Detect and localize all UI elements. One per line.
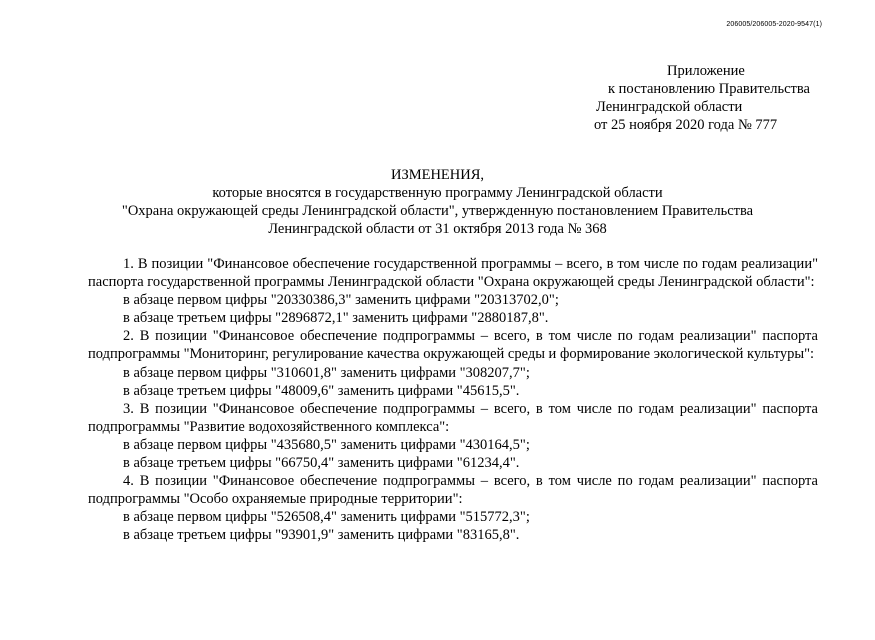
item-2-sub-2: в абзаце третьем цифры "48009,6" заменить цифрами "45615,5". [123, 382, 520, 399]
item-3-sub-1: в абзаце первом цифры "435680,5" заменить цифрами "430164,5"; [123, 436, 530, 453]
appendix-title: Приложение [667, 63, 745, 79]
item-1-text: 1. В позиции "Финансовое обеспечение государственной программы – всего, в том числе по годам реализации" паспорта государственной программы Ленинградской области "Охрана окружающей среды Ленинградской области": [88, 256, 818, 291]
item-2-sub-1: в абзаце первом цифры "310601,8" заменить цифрами "308207,7"; [123, 364, 530, 381]
document-body [88, 255, 818, 545]
item-4-sub-2: в абзаце третьем цифры "93901,9" заменить цифрами "83165,8". [123, 527, 520, 544]
item-4-sub-1: в абзаце первом цифры "526508,4" заменить цифрами "515772,3"; [123, 509, 530, 526]
appendix-resolution: к постановлению Правительства [608, 81, 810, 97]
title-line-4: Ленинградской области от 31 октября 2013 года № 368 [268, 221, 607, 237]
title-line-2: которые вносятся в государственную программу Ленинградской области [212, 185, 663, 201]
title-line-3: "Охрана окружающей среды Ленинградской области", утвержденную постановлением Правительства [121, 203, 754, 219]
appendix-region: Ленинградской области [596, 99, 743, 115]
item-4-text: 4. В позиции "Финансовое обеспечение подпрограммы – всего, в том числе по годам реализации" паспорта подпрограммы "Особо охраняемые природные территории": [88, 473, 818, 508]
appendix-block [594, 62, 810, 134]
item-3-sub-2: в абзаце третьем цифры "66750,4" заменить цифрами "61234,4". [123, 455, 520, 472]
item-1-sub-1: в абзаце первом цифры "20330386,3" заменить цифрами "20313702,0"; [123, 292, 559, 309]
item-1-sub-2: в абзаце третьем цифры "2896872,1" заменить цифрами "2880187,8". [123, 310, 549, 327]
document-code: 206005/206005-2020-9547(1) [726, 21, 822, 28]
item-2-text: 2. В позиции "Финансовое обеспечение подпрограммы – всего, в том числе по годам реализации" паспорта подпрограммы "Мониторинг, регулирование качества окружающей среды и формирование экологической культуры": [88, 328, 818, 363]
item-3-text: 3. В позиции "Финансовое обеспечение подпрограммы – всего, в том числе по годам реализации" паспорта подпрограммы "Развитие водохозяйственного комплекса": [88, 400, 818, 435]
document-title [0, 166, 875, 238]
appendix-date: от 25 ноября 2020 года № 777 [594, 117, 778, 133]
title-main: ИЗМЕНЕНИЯ, [390, 167, 485, 183]
